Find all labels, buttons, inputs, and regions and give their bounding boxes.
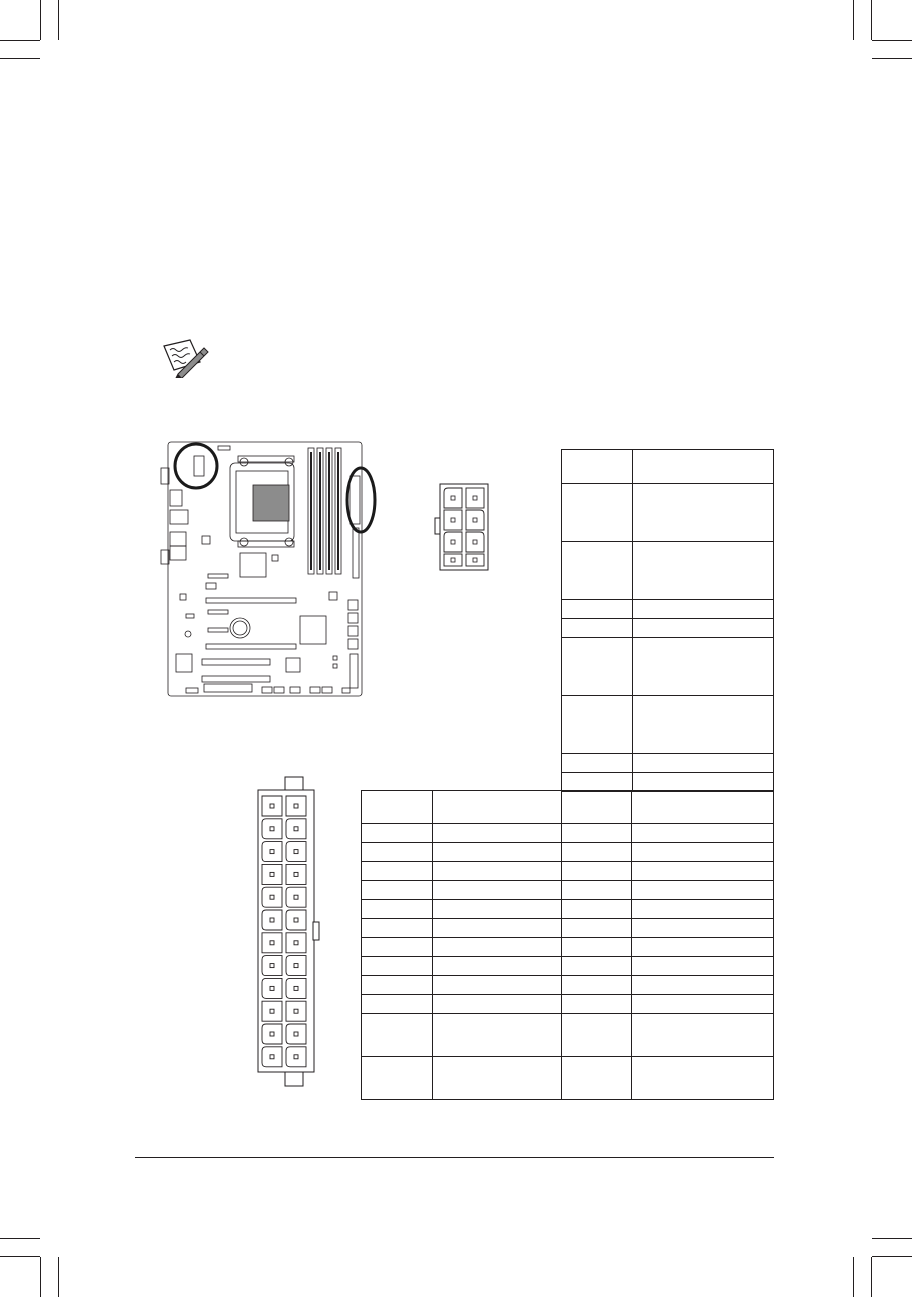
pin-definition-cell: [632, 484, 773, 542]
table-header-definition: [632, 450, 773, 484]
connector-pin: [286, 796, 306, 816]
pin-definition-cell: [432, 938, 561, 957]
pin-number-cell: [561, 862, 632, 881]
table-row: [362, 1014, 774, 1057]
connector-pin: [262, 956, 282, 976]
connector-pin: [262, 842, 282, 862]
connector-pin: [286, 978, 306, 998]
pin-definition-cell: [632, 1057, 774, 1100]
connector-pin: [286, 864, 306, 884]
connector-pin: [286, 819, 306, 839]
connector-pin: [262, 819, 282, 839]
pin-number-cell: [362, 881, 433, 900]
pin-number-cell: [362, 862, 433, 881]
connector-pin: [262, 796, 282, 816]
pin-number-cell: [362, 938, 433, 957]
pin-definition-cell: [632, 957, 774, 976]
pin-number-cell: [362, 824, 433, 843]
connector-pin: [286, 956, 306, 976]
pin-number-cell: [362, 900, 433, 919]
connector-pin: [262, 933, 282, 953]
connector-pin: [262, 910, 282, 930]
atx-12v-2x4-pin-table: [561, 449, 774, 792]
table-row: [562, 754, 774, 773]
pin-number-cell: [562, 696, 633, 754]
connector-pin: [286, 1047, 306, 1067]
table-row: [362, 862, 774, 881]
pin-number-cell: [562, 754, 633, 773]
table-row: [362, 995, 774, 1014]
pin-definition-cell: [432, 824, 561, 843]
motherboard-layout-diagram: [158, 438, 382, 700]
pin-definition-cell: [632, 754, 773, 773]
pin-definition-cell: [632, 900, 774, 919]
atx-2x12-connector-diagram: [250, 776, 322, 1088]
pin-definition-cell: [632, 542, 773, 600]
table-row: [362, 957, 774, 976]
pin-number-cell: [561, 1057, 632, 1100]
pin-definition-cell: [632, 938, 774, 957]
connector-pin: [286, 1024, 306, 1044]
pin-number-cell: [362, 843, 433, 862]
pin-number-cell: [362, 995, 433, 1014]
pin-number-cell: [362, 957, 433, 976]
pin-definition-cell: [432, 976, 561, 995]
table-row: [362, 919, 774, 938]
connector-pin: [262, 887, 282, 907]
table-row: [362, 843, 774, 862]
connector-pin: [262, 978, 282, 998]
pin-definition-cell: [632, 1014, 774, 1057]
pin-number-cell: [362, 919, 433, 938]
pin-definition-cell: [632, 600, 773, 619]
pin-number-cell: [362, 976, 433, 995]
table-row: [362, 976, 774, 995]
pin-definition-cell: [632, 881, 774, 900]
pin-definition-cell: [432, 881, 561, 900]
pin-number-cell: [562, 484, 633, 542]
pin-number-cell: [561, 938, 632, 957]
pin-number-cell: [562, 619, 633, 638]
table-row: [562, 484, 774, 542]
pin-definition-cell: [632, 862, 774, 881]
connector-pin: [286, 842, 306, 862]
pin-definition-cell: [632, 976, 774, 995]
pin-number-cell: [561, 824, 632, 843]
pin-definition-cell: [432, 995, 561, 1014]
table-row: [562, 542, 774, 600]
pin-definition-cell: [432, 957, 561, 976]
pin-definition-cell: [632, 638, 773, 696]
pin-number-cell: [562, 773, 633, 792]
connector-pin: [262, 1047, 282, 1067]
table-header-pin-no: [362, 791, 433, 824]
atx-2x12-pin-table: [361, 790, 774, 1100]
table-row: [562, 773, 774, 792]
pin-definition-cell: [632, 773, 773, 792]
pin-number-cell: [561, 1014, 632, 1057]
table-row: [362, 824, 774, 843]
pin-definition-cell: [632, 919, 774, 938]
pin-definition-cell: [432, 900, 561, 919]
connector-pin: [286, 910, 306, 930]
connector-pin: [286, 887, 306, 907]
table-row: [562, 696, 774, 754]
pin-number-cell: [561, 843, 632, 862]
pin-number-cell: [561, 900, 632, 919]
pin-definition-cell: [432, 843, 561, 862]
pin-definition-cell: [632, 824, 774, 843]
pin-number-cell: [362, 1014, 433, 1057]
pin-number-cell: [562, 600, 633, 619]
atx-12v-2x4-connector-diagram: [432, 480, 492, 574]
table-row: [562, 600, 774, 619]
table-row: [562, 619, 774, 638]
connector-pin: [286, 933, 306, 953]
pin-number-cell: [561, 995, 632, 1014]
pin-number-cell: [561, 919, 632, 938]
pin-number-cell: [561, 957, 632, 976]
pin-definition-cell: [632, 995, 774, 1014]
table-header-pin-no: [561, 791, 632, 824]
table-header-definition: [432, 791, 561, 824]
pin-definition-cell: [432, 919, 561, 938]
table-row: [562, 638, 774, 696]
table-header-pin-no: [562, 450, 633, 484]
pin-number-cell: [562, 542, 633, 600]
pin-definition-cell: [632, 843, 774, 862]
pin-definition-cell: [632, 696, 773, 754]
pin-number-cell: [561, 881, 632, 900]
pin-definition-cell: [432, 1057, 561, 1100]
connector-pin: [262, 1001, 282, 1021]
pin-definition-cell: [632, 619, 773, 638]
connector-pin: [262, 864, 282, 884]
pin-definition-cell: [432, 862, 561, 881]
pin-number-cell: [362, 1057, 433, 1100]
table-row: [362, 881, 774, 900]
pin-definition-cell: [432, 1014, 561, 1057]
table-row: [362, 1057, 774, 1100]
pin-number-cell: [561, 976, 632, 995]
connector-pin: [286, 1001, 306, 1021]
table-row: [362, 938, 774, 957]
note-pencil-icon: [160, 336, 210, 378]
pin-number-cell: [562, 638, 633, 696]
table-row: [362, 900, 774, 919]
footer-rule: [135, 1157, 774, 1158]
connector-pin: [262, 1024, 282, 1044]
table-header-definition: [632, 791, 774, 824]
